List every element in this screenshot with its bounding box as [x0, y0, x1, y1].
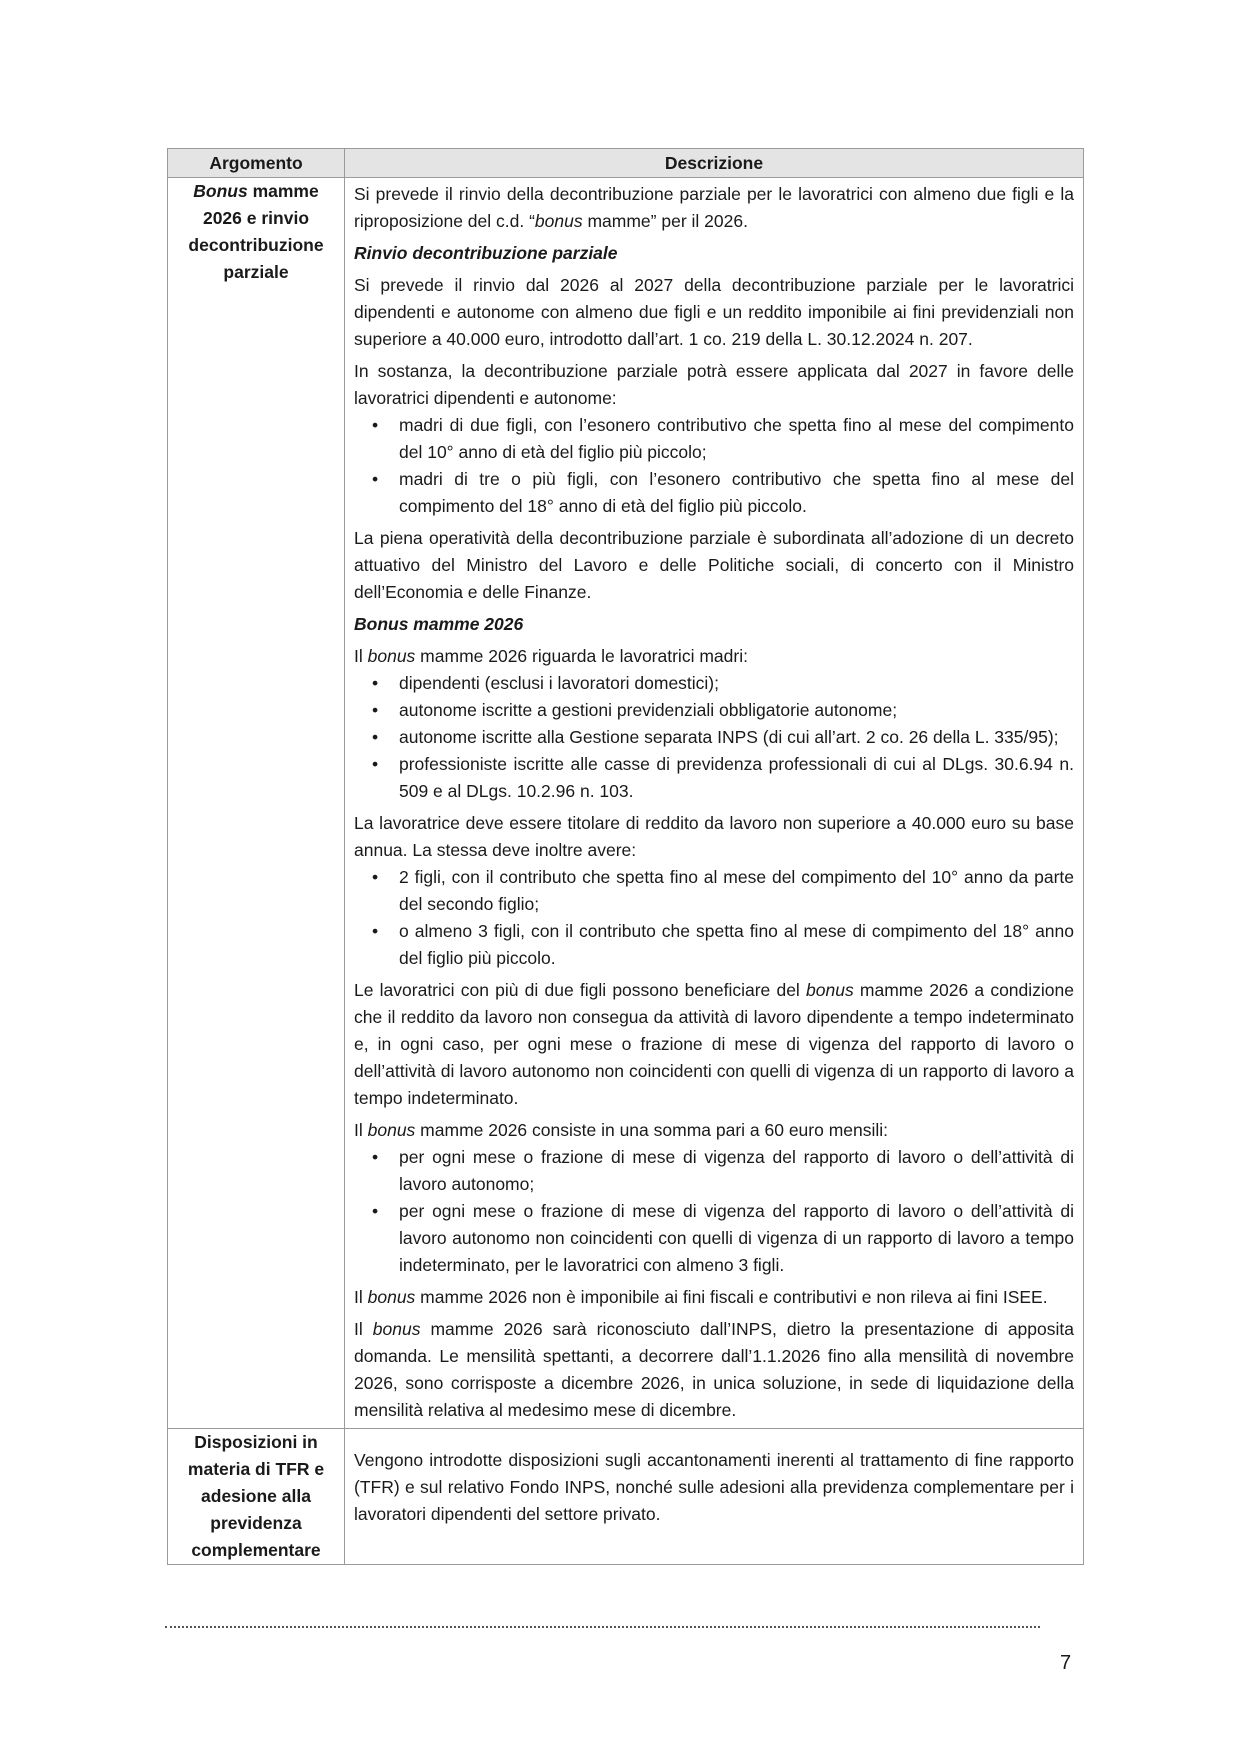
list-item: • dipendenti (esclusi i lavoratori domestici); — [354, 670, 1074, 697]
sostanza-bullet-list — [354, 412, 1074, 520]
header-argomento: Argomento — [168, 149, 345, 178]
list-item: • o almeno 3 figli, con il contributo che spetta fino al mese di compimento del 18° anno del figlio più piccolo. — [354, 918, 1074, 972]
topic-cell-tfr — [168, 1429, 345, 1565]
list-item: • per ogni mese o frazione di mese di vigenza del rapporto di lavoro o dell’attività di lavoro autonomo non coincidenti con quelli di vigenza di un rapporto di lavoro a tempo indeterminato, per le lavoratrici con almeno 3 figli. — [354, 1198, 1074, 1279]
riguarda-paragraph: Il bonus mamme 2026 riguarda le lavoratrici madri: — [354, 646, 748, 666]
table-row — [168, 1429, 1084, 1565]
topic-line: materia di TFR e — [187, 1459, 325, 1479]
topic-line: parziale — [223, 262, 289, 282]
topic-line: Bonus mamme — [193, 181, 319, 201]
topic-line: adesione alla — [201, 1486, 311, 1506]
imponibile-paragraph: Il bonus mamme 2026 non è imponibile ai fini fiscali e contributivi e non rileva ai fini ISEE. — [354, 1287, 1048, 1307]
operativita-paragraph: La piena operatività della decontribuzione parziale è subordinata all’adozione di un decreto attuativo del Ministro del Lavoro e delle Politiche sociali, di concerto con il Ministro dell’Economia e delle Finanze. — [354, 528, 1074, 602]
description-cell-bonus-mamme — [345, 178, 1084, 1429]
list-item: • autonome iscritte a gestioni previdenziali obbligatorie autonome; — [354, 697, 1074, 724]
header-descrizione: Descrizione — [345, 149, 1084, 178]
topic-line: 2026 e rinvio — [202, 208, 310, 228]
riguarda-bullet-list — [354, 670, 1074, 805]
table-row — [168, 178, 1084, 1429]
inps-paragraph: Il bonus mamme 2026 sarà riconosciuto dall’INPS, dietro la presentazione di apposita domanda. Le mensilità spettanti, a decorrere dall’1.1.2026 fino alla mensilità di novembre 2026, sono corrisposte a dicembre 2026, in unica soluzione, in sede di liquidazione della mensilità relativa al medesimo mese di dicembre. — [354, 1319, 1074, 1420]
list-item: • professioniste iscritte alle casse di previdenza professionali di cui al DLgs. 30.6.94 n. 509 e al DLgs. 10.2.96 n. 103. — [354, 751, 1074, 805]
description-cell-tfr — [345, 1429, 1084, 1565]
titolare-bullet-list — [354, 864, 1074, 972]
topic-cell-bonus-mamme — [168, 178, 345, 1429]
section-heading-rinvio: Rinvio decontribuzione parziale — [354, 243, 618, 263]
page-number: 7 — [1060, 1652, 1072, 1674]
consiste-bullet-list — [354, 1144, 1074, 1279]
sostanza-paragraph: In sostanza, la decontribuzione parziale potrà essere applicata dal 2027 in favore delle lavoratrici dipendenti e autonome: — [354, 361, 1074, 408]
intro-paragraph: Si prevede il rinvio della decontribuzione parziale per le lavoratrici con almeno due figli e la riproposizione del c.d. “bonus mamme” per il 2026. — [354, 184, 1074, 231]
rinvio-paragraph: Si prevede il rinvio dal 2026 al 2027 della decontribuzione parziale per le lavoratrici dipendenti e autonome con almeno due figli e un reddito imponibile ai fini previdenziali non superiore a 40.000 euro, introdotto dall’art. 1 co. 219 della L. 30.12.2024 n. 207. — [354, 275, 1074, 349]
dotted-divider — [165, 1626, 1040, 1628]
list-item: • 2 figli, con il contributo che spetta fino al mese del compimento del 10° anno da parte del secondo figlio; — [354, 864, 1074, 918]
consiste-paragraph: Il bonus mamme 2026 consiste in una somma pari a 60 euro mensili: — [354, 1120, 889, 1140]
topic-line: decontribuzione — [188, 235, 324, 255]
tfr-paragraph: Vengono introdotte disposizioni sugli accantonamenti inerenti al trattamento di fine rapporto (TFR) e sul relativo Fondo INPS, nonché sulle adesioni alla previdenza complementare per i lavoratori dipendenti del settore privato. — [354, 1450, 1074, 1524]
summary-table — [167, 148, 1084, 1565]
topic-line: Disposizioni in — [194, 1432, 318, 1452]
section-heading-bonus: Bonus mamme 2026 — [354, 614, 524, 634]
topic-line: previdenza — [210, 1513, 302, 1533]
piu-figli-paragraph: Le lavoratrici con più di due figli possono beneficiare del bonus mamme 2026 a condizione che il reddito da lavoro non consegua da attività di lavoro dipendente a tempo indeterminato e, in ogni caso, per ogni mese o frazione di mese di vigenza del rapporto di lavoro o dell’attività di lavoro autonomo non coincidenti con quelli di vigenza di un rapporto di lavoro a tempo indeterminato. — [354, 980, 1074, 1108]
list-item: • per ogni mese o frazione di mese di vigenza del rapporto di lavoro o dell’attività di lavoro autonomo; — [354, 1144, 1074, 1198]
list-item: • madri di tre o più figli, con l’esonero contributivo che spetta fino al mese del compimento del 18° anno di età del figlio più piccolo. — [354, 466, 1074, 520]
list-item: • autonome iscritte alla Gestione separata INPS (di cui all’art. 2 co. 26 della L. 335/95); — [354, 724, 1074, 751]
table-header-row — [168, 149, 1084, 178]
list-item: • madri di due figli, con l’esonero contributivo che spetta fino al mese del compimento del 10° anno di età del figlio più piccolo; — [354, 412, 1074, 466]
topic-line: complementare — [191, 1540, 321, 1560]
titolare-paragraph: La lavoratrice deve essere titolare di reddito da lavoro non superiore a 40.000 euro su base annua. La stessa deve inoltre avere: — [354, 813, 1074, 860]
